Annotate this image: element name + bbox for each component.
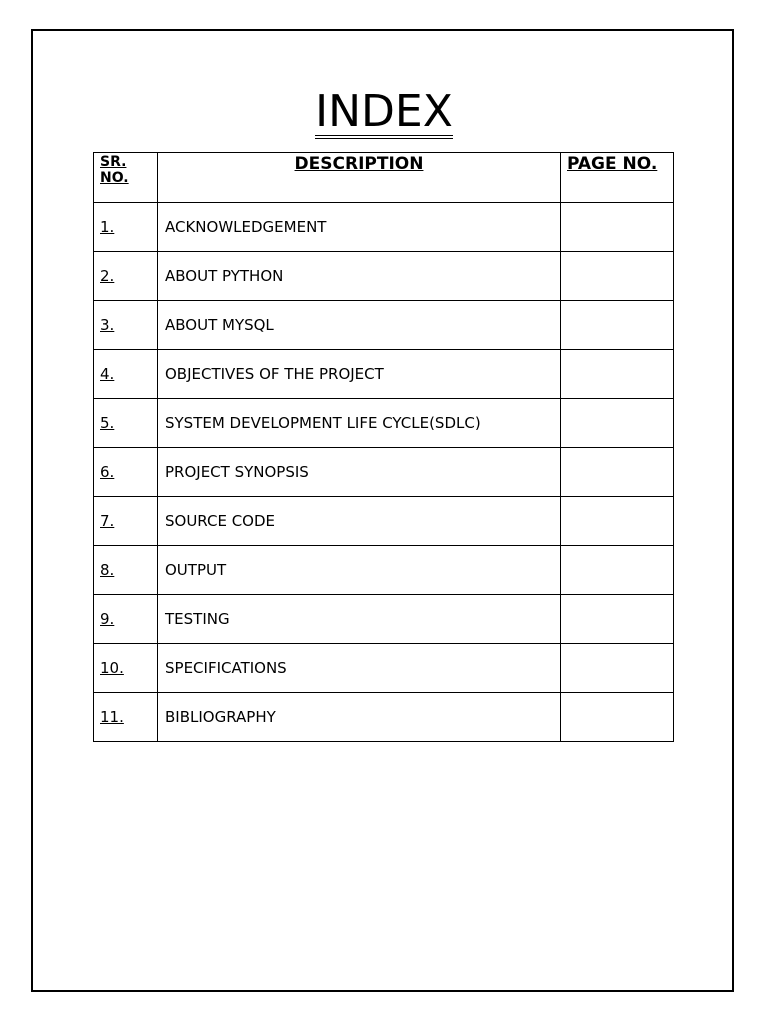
row-sr-no: 10.	[94, 644, 158, 693]
row-sr-no: 4.	[94, 350, 158, 399]
row-sr-no: 7.	[94, 497, 158, 546]
row-page-no	[561, 350, 674, 399]
row-page-no	[561, 203, 674, 252]
page-title	[0, 86, 768, 139]
row-page-no	[561, 399, 674, 448]
row-page-no	[561, 595, 674, 644]
description-header: DESCRIPTION	[158, 153, 561, 203]
row-description: BIBLIOGRAPHY	[158, 693, 561, 742]
row-page-no	[561, 497, 674, 546]
row-page-no	[561, 301, 674, 350]
row-description: ACKNOWLEDGEMENT	[158, 203, 561, 252]
sr-no-header-line2: NO.	[100, 170, 129, 186]
table-row	[94, 595, 674, 644]
index-table	[93, 152, 674, 742]
table-row	[94, 252, 674, 301]
row-sr-no: 11.	[94, 693, 158, 742]
table-row	[94, 693, 674, 742]
row-page-no	[561, 644, 674, 693]
table-row	[94, 497, 674, 546]
page-title-text: INDEX	[315, 86, 453, 137]
row-sr-no: 6.	[94, 448, 158, 497]
row-description: PROJECT SYNOPSIS	[158, 448, 561, 497]
table-row	[94, 350, 674, 399]
table-row	[94, 546, 674, 595]
table-row	[94, 203, 674, 252]
row-description: SYSTEM DEVELOPMENT LIFE CYCLE(SDLC)	[158, 399, 561, 448]
row-page-no	[561, 546, 674, 595]
row-page-no	[561, 693, 674, 742]
row-sr-no: 9.	[94, 595, 158, 644]
row-description: SOURCE CODE	[158, 497, 561, 546]
sr-no-header	[94, 153, 158, 203]
row-sr-no: 1.	[94, 203, 158, 252]
row-sr-no: 8.	[94, 546, 158, 595]
row-description: SPECIFICATIONS	[158, 644, 561, 693]
row-sr-no: 2.	[94, 252, 158, 301]
sr-no-header-line1: SR.	[100, 154, 127, 170]
row-description: ABOUT MYSQL	[158, 301, 561, 350]
row-page-no	[561, 252, 674, 301]
row-page-no	[561, 448, 674, 497]
row-description: OBJECTIVES OF THE PROJECT	[158, 350, 561, 399]
row-description: ABOUT PYTHON	[158, 252, 561, 301]
table-row	[94, 448, 674, 497]
row-description: TESTING	[158, 595, 561, 644]
page-no-header: PAGE NO.	[561, 153, 674, 203]
row-description: OUTPUT	[158, 546, 561, 595]
row-sr-no: 5.	[94, 399, 158, 448]
table-row	[94, 644, 674, 693]
index-table-header-row	[94, 153, 674, 203]
row-sr-no: 3.	[94, 301, 158, 350]
table-row	[94, 301, 674, 350]
table-row	[94, 399, 674, 448]
